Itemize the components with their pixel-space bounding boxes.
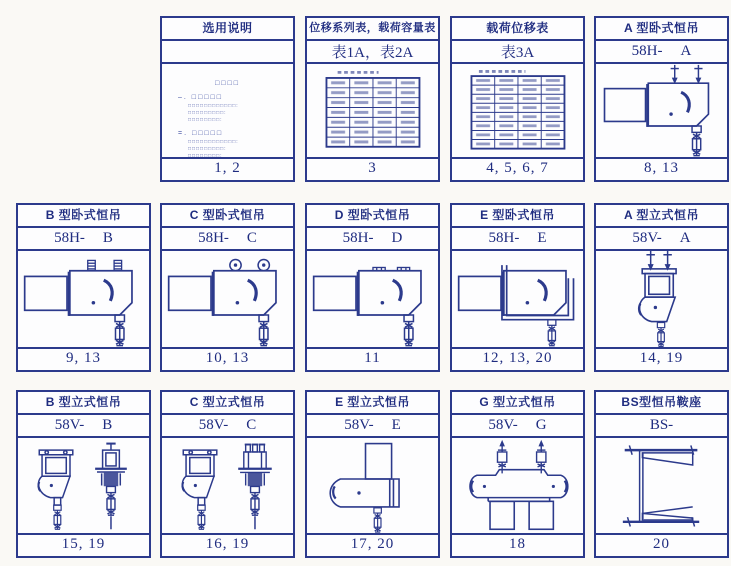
hanger-58h-a-drawing <box>596 64 727 157</box>
model-prefix: 58H- <box>198 230 229 246</box>
card-model <box>596 41 727 64</box>
card-load-displacement-table <box>450 16 585 182</box>
model-suffix: B <box>102 417 113 433</box>
card-title: B 型卧式恒吊 <box>18 205 149 228</box>
model-suffix: B <box>102 230 113 246</box>
card-pages: 20 <box>596 533 727 556</box>
card-type-d-horizontal <box>305 203 440 372</box>
card-type-g-vertical <box>450 390 585 558</box>
model-prefix: 58V- <box>632 230 662 246</box>
card-title: A 型卧式恒吊 <box>596 18 727 41</box>
card-type-a-vertical <box>594 203 729 372</box>
model-suffix: C <box>246 417 257 433</box>
card-model <box>18 228 149 251</box>
card-drawing-area <box>162 438 293 533</box>
card-drawing-area <box>452 64 583 157</box>
card-model <box>596 415 727 438</box>
card-pages: 9, 13 <box>18 347 149 370</box>
card-title: 载荷位移表 <box>452 18 583 41</box>
model-suffix: C <box>246 230 257 246</box>
card-type-c-vertical <box>160 390 295 558</box>
model-prefix: 58H- <box>54 230 85 246</box>
model-suffix: E <box>537 230 547 246</box>
saddle-bs-drawing <box>596 438 727 533</box>
hanger-58v-e-drawing <box>307 438 438 533</box>
card-type-c-horizontal <box>160 203 295 372</box>
card-drawing-area <box>307 251 438 347</box>
card-selection-notes <box>160 16 295 182</box>
card-pages: 12, 13, 20 <box>452 347 583 370</box>
card-title: E 型卧式恒吊 <box>452 205 583 228</box>
card-type-b-horizontal <box>16 203 151 372</box>
model-prefix: 58H- <box>342 230 374 246</box>
card-drawing-area <box>162 251 293 347</box>
card-model <box>452 228 583 251</box>
card-drawing-area <box>452 251 583 347</box>
card-type-b-vertical <box>16 390 151 558</box>
model-prefix: 58V- <box>54 417 85 433</box>
illegible-notes-block: □□□□ –. □□□□□ □□□□□□□□□□□□: □□□□□□□□□: □□□□□□□□: =. □□□□□ □□□□□□□□□□□□: □□□□□□□□□: □□□□□□□□: <box>178 80 240 157</box>
card-drawing-area <box>18 438 149 533</box>
card-pages: 4, 5, 6, 7 <box>452 157 583 180</box>
model-suffix: A <box>680 43 692 59</box>
model-prefix: BS- <box>649 417 674 433</box>
card-title: C 型卧式恒吊 <box>162 205 293 228</box>
card-drawing-area <box>18 251 149 347</box>
card-title: D 型卧式恒吊 <box>307 205 438 228</box>
mini-table-icon <box>452 64 583 157</box>
card-pages: 15, 19 <box>18 533 149 556</box>
card-type-a-horizontal <box>594 16 729 182</box>
card-model <box>452 41 583 64</box>
model-suffix: G <box>535 417 547 433</box>
card-drawing-area <box>307 438 438 533</box>
card-title: 选用说明 <box>162 18 293 41</box>
model-prefix: 表1A，表2A <box>331 45 414 61</box>
card-drawing-area <box>452 438 583 533</box>
model-prefix: 58V- <box>488 417 518 433</box>
model-prefix: 58V- <box>344 417 374 433</box>
model-prefix: 58H- <box>631 43 663 59</box>
hanger-58h-d-drawing <box>307 251 438 347</box>
card-model <box>307 415 438 438</box>
card-model <box>307 41 438 64</box>
card-model <box>162 228 293 251</box>
card-displacement-series-table <box>305 16 440 182</box>
card-title: C 型立式恒吊 <box>162 392 293 415</box>
hanger-58v-a-drawing <box>596 251 727 347</box>
card-title: 位移系列表，载荷容量表 <box>307 18 438 41</box>
card-model <box>307 228 438 251</box>
card-bs-saddle <box>594 390 729 558</box>
model-prefix: 表3A <box>500 45 535 61</box>
card-type-e-vertical <box>305 390 440 558</box>
card-pages: 17, 20 <box>307 533 438 556</box>
model-suffix: A <box>679 230 691 246</box>
model-suffix: D <box>391 230 403 246</box>
card-pages: 14, 19 <box>596 347 727 370</box>
card-pages: 8, 13 <box>596 157 727 180</box>
card-model <box>18 415 149 438</box>
card-title: G 型立式恒吊 <box>452 392 583 415</box>
card-drawing-area <box>596 251 727 347</box>
card-pages: 3 <box>307 157 438 180</box>
card-drawing-area <box>307 64 438 157</box>
card-drawing-area <box>162 64 293 157</box>
hanger-58v-g-drawing <box>452 438 583 533</box>
card-model <box>452 415 583 438</box>
card-pages: 1, 2 <box>162 157 293 180</box>
hanger-58v-b-drawing <box>18 438 149 533</box>
card-title: B 型立式恒吊 <box>18 392 149 415</box>
model-prefix: 58H- <box>488 230 520 246</box>
card-model <box>596 228 727 251</box>
card-model <box>162 415 293 438</box>
hanger-58v-c-drawing <box>162 438 293 533</box>
card-title: E 型立式恒吊 <box>307 392 438 415</box>
card-drawing-area <box>596 64 727 157</box>
model-suffix: E <box>391 417 401 433</box>
card-title: A 型立式恒吊 <box>596 205 727 228</box>
mini-table-icon <box>307 64 438 157</box>
card-model <box>162 41 293 64</box>
hanger-58h-b-drawing <box>18 251 149 347</box>
hanger-58h-e-drawing <box>452 251 583 347</box>
card-pages: 11 <box>307 347 438 370</box>
card-pages: 16, 19 <box>162 533 293 556</box>
card-drawing-area <box>596 438 727 533</box>
card-type-e-horizontal <box>450 203 585 372</box>
card-pages: 10, 13 <box>162 347 293 370</box>
card-pages: 18 <box>452 533 583 556</box>
model-prefix: 58V- <box>198 417 229 433</box>
hanger-58h-c-drawing <box>162 251 293 347</box>
card-title: BS型恒吊鞍座 <box>596 392 727 415</box>
